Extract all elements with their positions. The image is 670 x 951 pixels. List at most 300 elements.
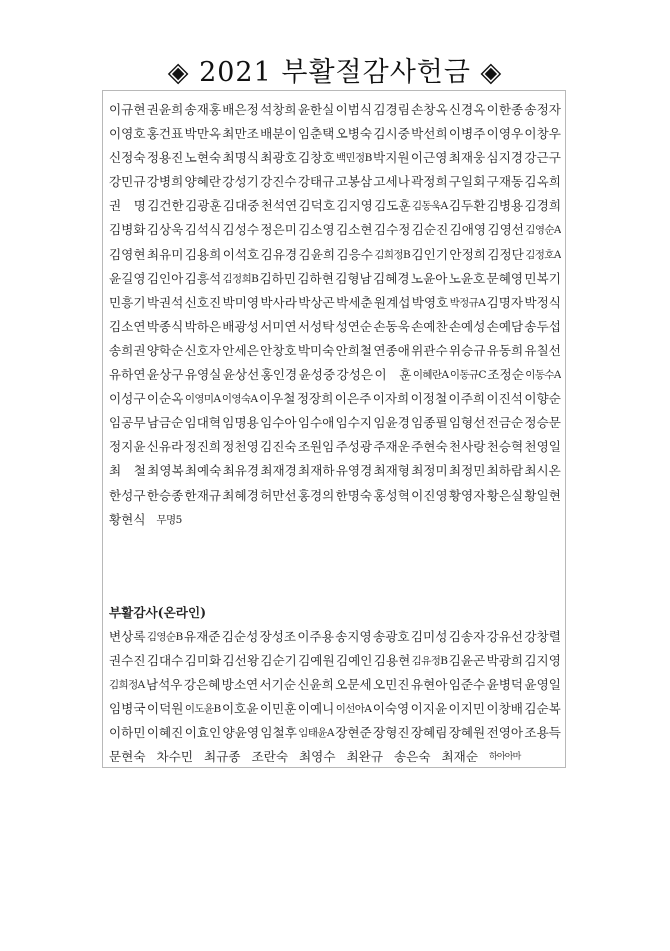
donor-name: 유칠선	[524, 342, 561, 358]
donor-name: 안세은	[222, 342, 259, 358]
donor-name: 윤상구	[146, 367, 184, 383]
donor-name: 임공무	[109, 415, 146, 431]
donor-name: 권 명	[109, 198, 146, 214]
donor-name: 김응수	[336, 246, 373, 262]
donor-name: 김성수	[222, 222, 260, 238]
donor-name: 최재하	[298, 463, 335, 479]
donor-name: 정천영	[222, 439, 259, 455]
donor-name: 임태윤A	[298, 727, 334, 740]
donor-name: 김정희B	[222, 272, 259, 285]
donor-name: 오문세	[335, 676, 372, 692]
donor-name: 김인기	[411, 246, 448, 262]
donor-name: 이석호	[222, 246, 260, 262]
donor-name: 유영경	[335, 463, 373, 479]
donor-name: 장혜원	[448, 725, 486, 741]
donor-name: 이은주	[334, 391, 372, 407]
donor-name: 송희권	[109, 342, 146, 358]
donor-name: 이향순	[524, 391, 561, 407]
donor-name: 김희정B	[374, 248, 411, 261]
donor-name: 송은숙	[394, 749, 431, 765]
name-row	[109, 721, 561, 745]
donor-name: 김석식	[184, 222, 222, 238]
name-row	[109, 339, 561, 363]
donor-name: 강성은	[336, 367, 374, 383]
page-title: ◈ 2021 부활절감사헌금 ◈	[167, 57, 503, 88]
donor-name: 신경옥	[448, 102, 486, 117]
donor-name: 최유미	[146, 246, 184, 262]
donor-name: 문현숙	[109, 749, 146, 765]
name-row	[109, 194, 561, 218]
donor-name: 김유경	[260, 246, 298, 262]
donor-name: 김진숙	[260, 439, 297, 455]
donor-name: 홍경의	[297, 487, 335, 503]
donor-name: 윤상선	[222, 367, 260, 383]
donor-name: 최재경	[260, 463, 297, 479]
name-row	[109, 435, 561, 459]
donor-name: 김창호	[298, 150, 335, 166]
donor-name: 이자희	[372, 391, 410, 407]
donor-name: 강은혜	[183, 676, 221, 692]
donor-name: 김영순A	[525, 224, 561, 237]
donor-name: 박세춘	[336, 294, 373, 310]
donor-name: 이혜진	[146, 725, 184, 741]
donor-name: 전영아	[486, 725, 524, 741]
donor-name: 윤병덕	[486, 676, 524, 692]
donor-name: 손예담	[486, 318, 524, 334]
donor-name: 허만선	[260, 487, 297, 503]
name-row	[109, 267, 561, 291]
donor-name: 정진희	[184, 439, 222, 455]
donor-name: 양윤영	[222, 725, 260, 741]
donor-name: 최영수	[299, 749, 336, 765]
donor-name: 양학순	[146, 342, 184, 358]
donor-name: 최유경	[222, 463, 260, 479]
donor-name: 김순기	[260, 652, 297, 668]
donor-name: 구재동	[486, 174, 524, 190]
donor-name: 김동욱A	[411, 200, 448, 213]
donor-name: 김예원	[298, 652, 335, 668]
donor-name: 강창렬	[524, 628, 561, 644]
donor-name: 홍인경	[260, 367, 298, 383]
donor-name: 김옥희	[524, 174, 561, 190]
donor-name: 이범식	[335, 102, 373, 117]
donor-name: 곽정희	[411, 174, 448, 190]
donor-name: 황은실	[486, 487, 524, 503]
donor-name: 최재순	[441, 749, 478, 765]
donor-name: 박사라	[260, 294, 297, 310]
donor-name: 안희철	[335, 342, 373, 358]
donor-name: 김소연	[109, 318, 146, 334]
donor-name: 장현준	[335, 725, 372, 741]
donor-name: 김윤곤	[448, 652, 486, 668]
name-row	[109, 484, 561, 508]
donor-name: 김미화	[184, 652, 222, 668]
donor-name: 임형선	[448, 415, 486, 431]
donor-name: 최규종	[204, 749, 241, 765]
name-row	[109, 411, 561, 435]
donor-name: 배분이	[260, 126, 297, 142]
donor-name: 변상록	[109, 628, 146, 644]
donor-name: 임윤경	[373, 415, 410, 431]
name-row	[109, 745, 561, 769]
donor-name: 임수애	[297, 415, 335, 431]
donor-name: 김영순B	[146, 630, 183, 643]
donor-name: 최정미	[411, 463, 448, 479]
donor-name: 이동수A	[525, 369, 561, 382]
donor-name: 안정희	[449, 246, 486, 262]
donor-name: 황영자	[448, 487, 486, 503]
name-row	[109, 98, 561, 122]
donor-name: 고봉삼	[335, 174, 373, 190]
donor-name: 유현아	[410, 676, 448, 692]
donor-name: 주재운	[373, 439, 410, 455]
donor-name: 최광호	[260, 150, 297, 166]
donor-name: 조용득	[524, 725, 561, 741]
name-row	[109, 459, 561, 483]
donor-name: 주현숙	[411, 439, 448, 455]
donor-name: 김용희	[184, 246, 222, 262]
donor-name: 황일현	[524, 487, 561, 503]
name-row	[109, 649, 561, 673]
donor-name: 김대중	[222, 198, 260, 214]
donor-name: 김병용	[486, 198, 524, 214]
donor-name: 송정자	[524, 102, 561, 117]
donor-name: 김미성	[410, 628, 448, 644]
donor-name: 서성탁	[297, 318, 335, 334]
donor-name: 이혜란A	[412, 369, 449, 382]
donor-name: 이진영	[411, 487, 448, 503]
donor-name: 임춘택	[297, 126, 335, 142]
donor-name: 김지영	[524, 652, 561, 668]
donor-name: 박정식	[524, 294, 561, 310]
donor-name: 최재형	[373, 463, 410, 479]
donor-name: 이주희	[448, 391, 486, 407]
donor-name: 한명숙	[335, 487, 373, 503]
donor-name: 김건한	[147, 198, 184, 214]
donor-name: 박지원	[373, 150, 410, 166]
donor-name: 김형남	[335, 270, 372, 286]
donor-name: 유영실	[184, 367, 222, 383]
donor-name: 김흥석	[184, 270, 222, 286]
donor-name: 윤영일	[524, 676, 561, 692]
donor-name: 이주용	[297, 628, 334, 644]
donor-name: 김두환	[448, 198, 486, 214]
donor-name: 김덕호	[298, 198, 335, 214]
donor-name: 원계섭	[373, 294, 411, 310]
donor-name: 박하은	[184, 318, 222, 334]
donor-name: 이규현	[109, 102, 146, 117]
donor-name: 김경림	[373, 102, 410, 117]
donor-name: 최영복	[147, 463, 184, 479]
donor-list-box	[102, 90, 566, 768]
donor-name: 정용진	[146, 150, 184, 166]
donor-name: 윤길영	[109, 270, 146, 286]
donor-name: 손동욱	[373, 318, 410, 334]
name-row	[109, 508, 561, 532]
donor-name: 정장희	[296, 391, 334, 407]
donor-name: 위승규	[448, 342, 486, 358]
name-row	[109, 218, 561, 242]
donor-name: 강진수	[260, 174, 297, 190]
donor-name: 김하민	[259, 270, 297, 286]
donor-name: 배은정	[222, 102, 259, 117]
donor-name: 이지윤	[410, 700, 448, 716]
name-row	[109, 363, 561, 387]
donor-name: 서미연	[260, 318, 297, 334]
donor-name: 정은미	[260, 222, 297, 238]
donor-name: 김경희	[524, 198, 561, 214]
donor-name: 임수아	[260, 415, 297, 431]
donor-name: 천승혁	[486, 439, 524, 455]
donor-name: 이 훈	[374, 367, 412, 383]
donor-name: 구일회	[448, 174, 486, 190]
donor-name: 차수민	[156, 749, 193, 765]
donor-name: 김상욱	[146, 222, 184, 238]
donor-name: 노윤호	[448, 270, 486, 286]
donor-name: 김하현	[297, 270, 334, 286]
donor-name: 장혜림	[410, 725, 448, 741]
donor-name: 임종필	[411, 415, 448, 431]
name-row	[109, 243, 561, 267]
donor-name: 김순성	[221, 628, 259, 644]
donor-name: 고세나	[373, 174, 410, 190]
donor-name: 김애영	[449, 222, 487, 238]
donor-name: 백민정B	[335, 152, 372, 165]
donor-name: 무명5	[156, 513, 182, 526]
donor-name: 손창옥	[411, 102, 448, 117]
donor-name: 이하민	[109, 725, 146, 741]
donor-name: 노윤아	[410, 270, 448, 286]
donor-name: 권수진	[109, 652, 146, 668]
donor-name: 이성구	[109, 391, 146, 407]
donor-name: 김소영	[298, 222, 335, 238]
donor-name: 한승종	[146, 487, 184, 503]
donor-name: 위관수	[411, 342, 448, 358]
donor-name: 이진석	[486, 391, 523, 407]
donor-name: 안창호	[260, 342, 297, 358]
donor-name: 정지윤	[109, 439, 146, 455]
donor-name: 이영숙A	[221, 393, 258, 406]
donor-name: 조원임	[297, 439, 335, 455]
donor-name: 천석연	[260, 198, 298, 214]
donor-name: 황현식	[109, 511, 146, 527]
donor-name: 이한종	[486, 102, 524, 117]
donor-name: 주성광	[335, 439, 373, 455]
donor-name: 장성조	[259, 628, 297, 644]
section-heading: 부활감사(온라인)	[109, 604, 207, 620]
donor-name: 김순복	[524, 700, 561, 716]
donor-name: 유하연	[109, 367, 146, 383]
donor-name: 석창희	[260, 102, 297, 117]
donor-name: 최완규	[346, 749, 383, 765]
donor-name: 김지영	[336, 198, 373, 214]
donor-name: 김수정	[373, 222, 411, 238]
donor-name: 김순진	[411, 222, 449, 238]
donor-name: 김시중	[373, 126, 410, 142]
donor-name: 장형진	[373, 725, 410, 741]
donor-name: 손예찬	[411, 318, 448, 334]
donor-name: 최혜경	[222, 487, 259, 503]
donor-name: 임명용	[222, 415, 259, 431]
donor-name: 김유정B	[411, 654, 448, 667]
donor-name: 김인아	[146, 270, 184, 286]
donor-name: 김소현	[336, 222, 373, 238]
donor-name: 신호진	[184, 294, 222, 310]
donor-name: 김영선	[487, 222, 524, 238]
donor-name: 오민진	[373, 676, 410, 692]
donor-name: 박정규A	[449, 296, 486, 309]
donor-name: 천사랑	[448, 439, 486, 455]
donor-name: 홍성혁	[373, 487, 410, 503]
donor-name: 이순옥	[146, 391, 184, 407]
name-row	[109, 673, 561, 697]
donor-name: 정승문	[524, 415, 561, 431]
donor-name: 강유선	[486, 628, 524, 644]
donor-name: 이병주	[448, 126, 486, 142]
donor-name: 이우철	[258, 391, 296, 407]
donor-name: 김병화	[109, 222, 146, 238]
donor-name: 방소연	[221, 676, 259, 692]
donor-name: 김대수	[146, 652, 184, 668]
donor-name: 박선희	[411, 126, 448, 142]
donor-name: 박만옥	[184, 126, 222, 142]
donor-name: 이동규C	[449, 369, 486, 382]
donor-name: 남석우	[145, 676, 183, 692]
donor-name: 임철후	[260, 725, 297, 741]
name-row	[109, 387, 561, 411]
donor-name: 심지경	[486, 150, 524, 166]
donor-name: 이예니	[297, 700, 335, 716]
donor-name: 이지민	[448, 700, 486, 716]
donor-name: 민흥기	[109, 294, 146, 310]
donor-name: 송재홍	[184, 102, 222, 117]
donor-name: 강성기	[222, 174, 259, 190]
donor-name: 송지영	[335, 628, 372, 644]
donor-name: 하아아마	[489, 752, 521, 763]
donor-name: 송두섭	[524, 318, 561, 334]
donor-name: 임대혁	[184, 415, 222, 431]
donor-name: 남금순	[146, 415, 184, 431]
donor-name: 임병국	[109, 700, 146, 716]
donor-name: 최정민	[448, 463, 486, 479]
donor-name: 이영우	[486, 126, 524, 142]
donor-name: 이효인	[184, 725, 222, 741]
donor-name: 김선왕	[222, 652, 259, 668]
donor-name: 김정단	[487, 246, 524, 262]
donor-name: 강민규	[109, 174, 146, 190]
donor-name: 손예성	[448, 318, 486, 334]
name-row	[109, 625, 561, 649]
donor-section-main	[109, 98, 561, 532]
donor-name: 김광훈	[185, 198, 222, 214]
donor-name: 오병숙	[335, 126, 373, 142]
donor-name: 송광호	[373, 628, 410, 644]
donor-name: 유재준	[183, 628, 221, 644]
donor-name: 최만조	[222, 126, 259, 142]
donor-name: 조정순	[487, 367, 524, 383]
donor-name: 권윤희	[146, 102, 184, 117]
name-row	[109, 697, 561, 721]
donor-name: 김윤희	[298, 246, 336, 262]
donor-name: 홍건표	[146, 126, 184, 142]
name-row	[109, 291, 561, 315]
donor-name: 강병희	[146, 174, 184, 190]
donor-name: 이호윤	[221, 700, 259, 716]
donor-name: 이정철	[410, 391, 448, 407]
donor-name: 이도윤B	[184, 702, 221, 715]
donor-name: 이덕원	[146, 700, 184, 716]
donor-name: 민복기	[524, 270, 561, 286]
donor-name: 한재규	[184, 487, 222, 503]
donor-name: 이민훈	[259, 700, 297, 716]
donor-name: 이창배	[486, 700, 523, 716]
donor-name: 김혜경	[373, 270, 410, 286]
donor-name: 윤성중	[298, 367, 336, 383]
donor-name: 김희정A	[109, 678, 145, 691]
donor-name: 최예숙	[184, 463, 222, 479]
donor-name: 이숙영	[372, 700, 410, 716]
donor-name: 김용현	[373, 652, 411, 668]
donor-name: 최재웅	[448, 150, 486, 166]
donor-name: 박상곤	[298, 294, 335, 310]
donor-name: 최시온	[524, 463, 561, 479]
donor-name: 김정호A	[525, 248, 561, 261]
name-row	[109, 122, 561, 146]
donor-name: 조란숙	[251, 749, 288, 765]
donor-name: 강태규	[297, 174, 335, 190]
donor-name: 김예인	[335, 652, 373, 668]
donor-name: 신정숙	[109, 150, 146, 166]
donor-name: 이근영	[410, 150, 448, 166]
donor-name: 강근구	[524, 150, 561, 166]
donor-name: 박미숙	[297, 342, 335, 358]
donor-name: 박광희	[486, 652, 524, 668]
donor-name: 서기순	[259, 676, 296, 692]
donor-name: 신유라	[146, 439, 184, 455]
donor-name: 천영일	[524, 439, 561, 455]
donor-name: 신호자	[184, 342, 222, 358]
donor-name: 이영미A	[184, 393, 221, 406]
donor-name: 임준수	[448, 676, 486, 692]
donor-name: 김도훈	[374, 198, 411, 214]
donor-name: 노현숙	[184, 150, 222, 166]
donor-name: 최 철	[109, 463, 146, 479]
donor-section-online	[109, 601, 561, 770]
donor-name: 배광성	[222, 318, 259, 334]
donor-name: 박영호	[411, 294, 449, 310]
donor-name: 유동희	[486, 342, 524, 358]
donor-name: 문혜영	[486, 270, 524, 286]
donor-name: 임수지	[335, 415, 373, 431]
donor-name: 전금순	[486, 415, 524, 431]
donor-name: 최하람	[486, 463, 524, 479]
donor-name: 박종식	[146, 318, 184, 334]
donor-name: 김명자	[486, 294, 524, 310]
donor-name: 김송자	[448, 628, 486, 644]
name-row	[109, 315, 561, 339]
name-row	[109, 170, 561, 194]
donor-name: 이선아A	[335, 702, 372, 715]
donor-name: 성연순	[335, 318, 373, 334]
donor-name: 양혜란	[184, 174, 222, 190]
donor-name: 박권석	[146, 294, 184, 310]
donor-name: 김영현	[109, 246, 146, 262]
donor-name: 박미영	[222, 294, 260, 310]
donor-name: 한성구	[109, 487, 146, 503]
donor-name: 연종애	[373, 342, 410, 358]
donor-name: 윤한실	[297, 102, 335, 117]
name-row	[109, 146, 561, 170]
